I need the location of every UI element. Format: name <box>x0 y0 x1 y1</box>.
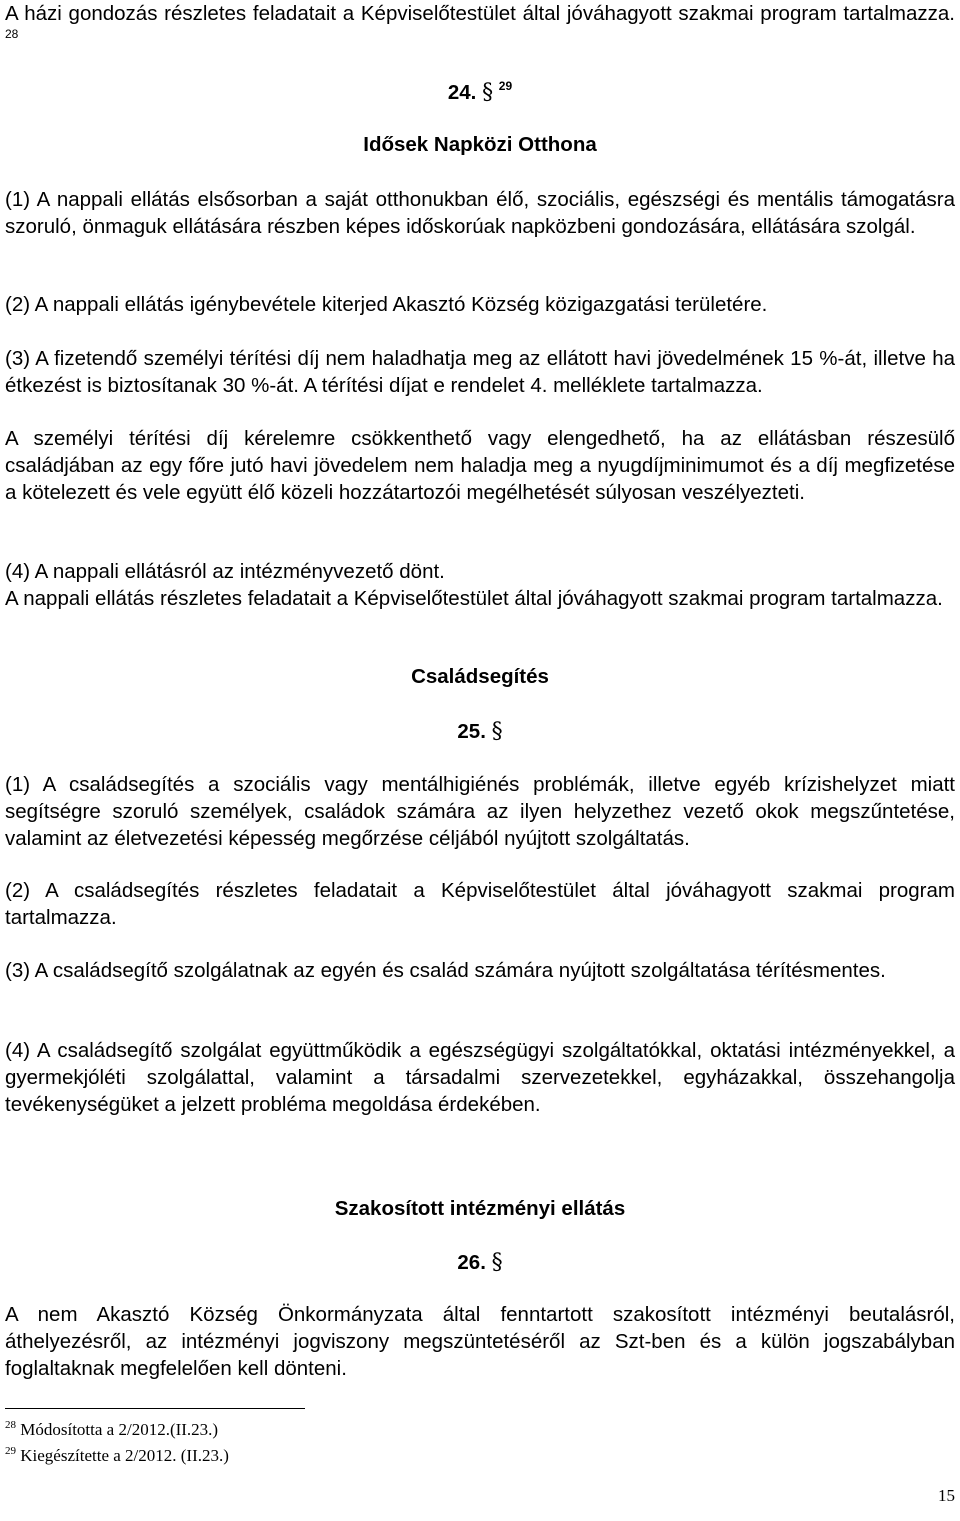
footnote-ref-28[interactable]: 28 <box>5 27 19 41</box>
section-sign: § <box>491 1250 503 1275</box>
footnote-text: Kiegészítette a 2/2012. (II.23.) <box>20 1446 229 1465</box>
page-number: 15 <box>938 1486 955 1505</box>
section-24-para-4b: A nappali ellátás részletes feladatait a Képviselőtestület által jóváhagyott szakmai program tartalmazza. <box>5 587 943 610</box>
section-25-number: 25. <box>457 720 486 743</box>
section-25-para-1: (1) A családsegítés a szociális vagy mentálhigiénés problémák, illetve egyéb krízishelyzet miatt segítségre szoruló személyek, családok számára az ilyen helyzethez vezető okok megszűntetése, valamint az életvezetési képesség megőrzése céljából nyújtott szolgáltatás. <box>5 773 955 850</box>
section-24-para-1: (1) A nappali ellátás elsősorban a saját otthonukban élő, szociális, egészségi és mentális támogatásra szoruló, önmaguk ellátására részben képes időskorúak napközbeni gondozására, ellátására szolgál. <box>5 188 955 238</box>
footnote-number: 28 <box>5 1419 16 1431</box>
footnote-text: Módosította a 2/2012.(II.23.) <box>20 1420 219 1439</box>
section-26-heading <box>0 1249 960 1276</box>
section-25-para-4: (4) A családsegítő szolgálat együttműködik a egészségügyi szolgáltatókkal, oktatási intézményekkel, a gyermekjóléti szolgálattal, valamint a társadalmi szervezetekkel, egyházakkal, összehangolja tevékenységüket a jelzett probléma megoldása érdekében. <box>5 1039 955 1116</box>
section-26-title: Szakosított intézményi ellátás <box>334 1197 626 1220</box>
section-24-title: Idősek Napközi Otthona <box>363 133 597 156</box>
section-24-para-3: (3) A fizetendő személyi térítési díj nem haladhatja meg az ellátott havi jövedelmének 15 %-át, illetve ha étkezést is biztosítanak 30 %-át. A térítési díjat e rendelet 4. melléklete tartalmazza. <box>5 347 955 397</box>
footnote-number: 29 <box>5 1445 16 1457</box>
section-25-heading <box>0 718 960 745</box>
section-26-para-1: A nem Akasztó Község Önkormányzata által fenntartott szakosított intézményi beutalásról, áthelyezésről, az intézményi jogviszony megszüntetéséről az Szt-ben és a külön jogszabályban foglaltaknak megfelelően kell dönteni. <box>5 1303 955 1380</box>
section-sign: § <box>482 80 494 105</box>
section-sign: § <box>491 719 503 744</box>
section-24-heading <box>0 79 960 106</box>
footnote-ref-29[interactable]: 29 <box>498 79 513 93</box>
footnote-divider <box>5 1408 305 1409</box>
top-paragraph-text: A házi gondozás részletes feladatait a Képviselőtestület által jóváhagyott szakmai program tartalmazza. <box>5 2 955 25</box>
section-26-number: 26. <box>457 1251 486 1274</box>
footnote-28 <box>5 1420 218 1440</box>
section-24-para-2: (2) A nappali ellátás igénybevétele kiterjed Akasztó Község közigazgatási területére. <box>5 293 768 316</box>
section-25-para-3: (3) A családsegítő szolgálatnak az egyén és család számára nyújtott szolgáltatása térítésmentes. <box>5 959 886 982</box>
footnote-29 <box>5 1446 229 1466</box>
section-25-title: Családsegítés <box>411 665 549 688</box>
section-24-para-3b: A személyi térítési díj kérelemre csökkenthető vagy elengedhető, ha az ellátásban részesülő családjában az egy főre jutó havi jövedelem nem haladja meg a nyugdíjminimumot és a díj megfizetése a kötelezett és vele együtt élő közeli hozzátartozói megélhetését súlyosan veszélyezteti. <box>5 427 955 504</box>
section-24-para-4: (4) A nappali ellátásról az intézményvezető dönt. <box>5 560 445 583</box>
top-paragraph <box>5 0 955 54</box>
section-24-number: 24. <box>447 81 477 104</box>
section-25-para-2: (2) A családsegítés részletes feladatait a Képviselőtestület által jóváhagyott szakmai program tartalmazza. <box>5 879 955 929</box>
